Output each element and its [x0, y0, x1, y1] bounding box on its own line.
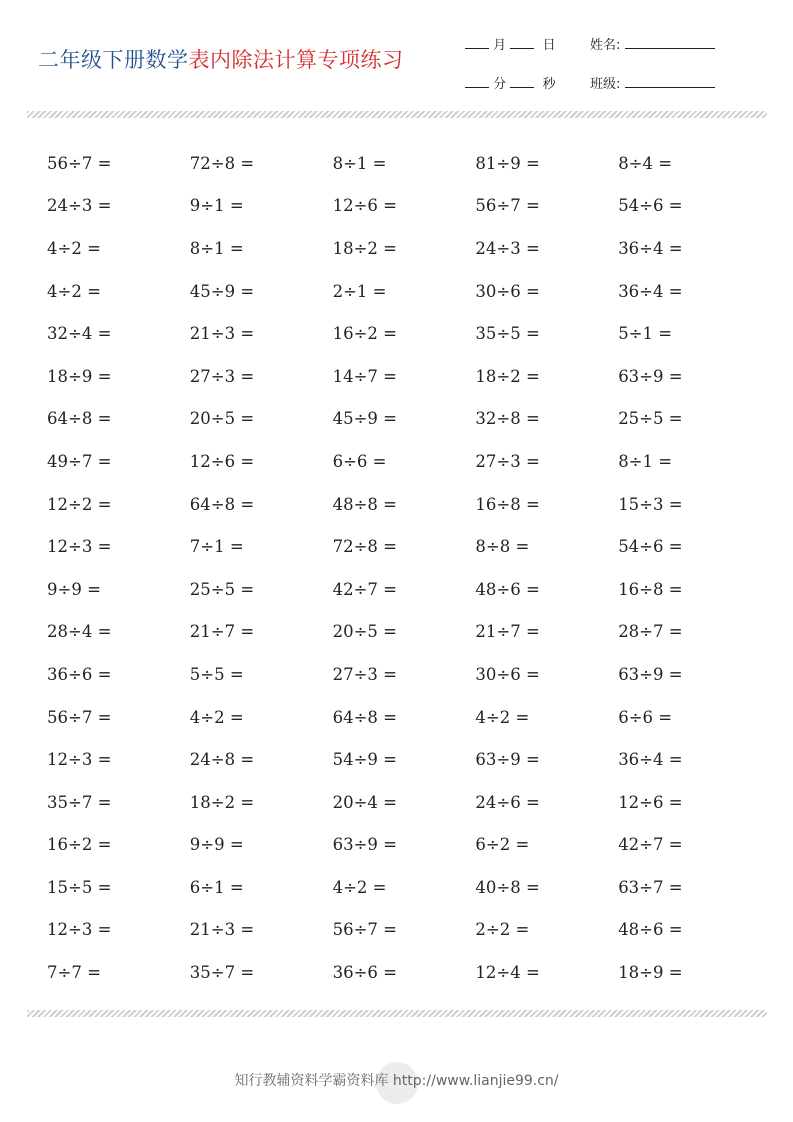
division-problem: 7÷1 = [189, 537, 244, 557]
division-problem: 36÷6 = [47, 664, 112, 684]
division-problem: 20÷5 = [189, 409, 255, 429]
division-problem: 12÷3 = [47, 750, 112, 770]
division-problem: 6÷1 = [189, 877, 244, 897]
footer-watermark: 知行教辅资料学霸资料库 http://www.lianjie99.cn/ [234, 1073, 559, 1089]
division-problem: 20÷4 = [332, 792, 397, 812]
division-problem: 12÷3 = [47, 920, 112, 940]
division-problem: 42÷7 = [332, 579, 397, 599]
month-label: 月 [493, 38, 507, 53]
division-problem: 28÷4 = [47, 622, 112, 642]
division-problem: 18÷2 = [475, 366, 540, 386]
division-problem: 5÷5 = [189, 664, 244, 684]
division-problem: 32÷4 = [47, 324, 112, 344]
division-problem: 16÷8 = [475, 494, 540, 514]
division-problem: 21÷3 = [189, 920, 255, 940]
minute-label: 分 [493, 77, 507, 92]
division-problem: 12÷2 = [47, 494, 112, 514]
division-problem: 24÷8 = [189, 750, 255, 770]
division-problem: 8÷1 = [332, 153, 387, 173]
division-problem: 8÷8 = [475, 537, 530, 557]
division-problem: 56÷7 = [47, 707, 112, 727]
second-blank[interactable] [510, 77, 534, 88]
division-problem: 12÷6 = [189, 451, 255, 471]
division-problem: 36÷4 = [618, 238, 683, 258]
division-problem: 42÷7 = [618, 835, 683, 855]
division-problem: 21÷7 = [189, 622, 255, 642]
division-problem: 56÷7 = [475, 196, 540, 216]
division-problem: 24÷3 = [475, 238, 540, 258]
division-problem: 24÷3 = [47, 196, 112, 216]
division-problem: 72÷8 = [332, 537, 397, 557]
time-fields [465, 73, 556, 92]
division-problem: 36÷6 = [332, 963, 397, 983]
minute-blank[interactable] [465, 77, 489, 88]
division-problem: 18÷2 = [332, 238, 397, 258]
division-problem: 9÷9 = [47, 579, 101, 599]
division-problem: 48÷8 = [332, 494, 397, 514]
division-problem: 20÷5 = [332, 622, 397, 642]
division-problem: 48÷6 = [618, 920, 683, 940]
division-problem: 40÷8 = [475, 877, 540, 897]
day-blank[interactable] [510, 38, 534, 49]
division-problem: 35÷7 = [47, 792, 112, 812]
division-problem: 54÷6 = [618, 196, 683, 216]
division-problem: 45÷9 = [332, 409, 397, 429]
division-problem: 27÷3 = [332, 664, 397, 684]
division-problem: 15÷5 = [47, 877, 112, 897]
division-problem: 54÷9 = [332, 750, 397, 770]
class-blank[interactable] [625, 77, 715, 88]
worksheet-title [38, 44, 404, 74]
division-problem: 64÷8 = [332, 707, 397, 727]
division-problem: 8÷1 = [189, 238, 244, 258]
name-blank[interactable] [625, 38, 715, 49]
division-problem: 63÷7 = [618, 877, 683, 897]
division-problem: 63÷9 = [618, 366, 683, 386]
division-problem: 27÷3 = [475, 451, 540, 471]
division-problem: 32÷8 = [475, 409, 540, 429]
division-problem: 2÷1 = [332, 281, 387, 301]
problem-grid [47, 142, 762, 994]
division-problem: 15÷3 = [618, 494, 683, 514]
division-problem: 36÷4 = [618, 750, 683, 770]
second-label: 秒 [542, 77, 556, 92]
division-problem: 16÷2 = [332, 324, 397, 344]
division-problem: 6÷2 = [475, 835, 530, 855]
division-problem: 28÷7 = [618, 622, 683, 642]
top-divider [27, 111, 767, 118]
division-problem: 9÷9 = [189, 835, 244, 855]
division-problem: 4÷2 = [47, 281, 101, 301]
division-problem: 16÷8 = [618, 579, 683, 599]
division-problem: 63÷9 = [332, 835, 397, 855]
division-problem: 6÷6 = [332, 451, 387, 471]
division-problem: 12÷4 = [475, 963, 540, 983]
class-field [590, 73, 715, 92]
division-problem: 12÷6 = [618, 792, 683, 812]
division-problem: 25÷5 = [618, 409, 683, 429]
division-problem: 35÷7 = [189, 963, 255, 983]
division-problem: 8÷1 = [618, 451, 673, 471]
division-problem: 54÷6 = [618, 537, 683, 557]
division-problem: 30÷6 = [475, 281, 540, 301]
division-problem: 81÷9 = [475, 153, 540, 173]
division-problem: 24÷6 = [475, 792, 540, 812]
division-problem: 49÷7 = [47, 451, 112, 471]
division-problem: 18÷9 = [47, 366, 112, 386]
division-problem: 48÷6 = [475, 579, 540, 599]
division-problem: 6÷6 = [618, 707, 673, 727]
division-problem: 4÷2 = [189, 707, 244, 727]
division-problem: 21÷7 = [475, 622, 540, 642]
class-label: 班级: [590, 77, 621, 92]
division-problem: 25÷5 = [189, 579, 255, 599]
day-label: 日 [542, 38, 556, 53]
division-problem: 4÷2 = [475, 707, 530, 727]
division-problem: 12÷6 = [332, 196, 397, 216]
division-problem: 2÷2 = [475, 920, 530, 940]
division-problem: 72÷8 = [189, 153, 255, 173]
division-problem: 56÷7 = [332, 920, 397, 940]
division-problem: 45÷9 = [189, 281, 255, 301]
name-label: 姓名: [590, 38, 621, 53]
division-problem: 36÷4 = [618, 281, 683, 301]
division-problem: 7÷7 = [47, 963, 101, 983]
division-problem: 9÷1 = [189, 196, 244, 216]
division-problem: 35÷5 = [475, 324, 540, 344]
division-problem: 18÷9 = [618, 963, 683, 983]
division-problem: 18÷2 = [189, 792, 255, 812]
division-problem: 14÷7 = [332, 366, 397, 386]
division-problem: 4÷2 = [332, 877, 387, 897]
division-problem: 64÷8 = [189, 494, 255, 514]
bottom-divider [27, 1010, 767, 1017]
division-problem: 56÷7 = [47, 153, 112, 173]
division-problem: 4÷2 = [47, 238, 101, 258]
division-problem: 63÷9 = [618, 664, 683, 684]
division-problem: 27÷3 = [189, 366, 255, 386]
division-problem: 30÷6 = [475, 664, 540, 684]
division-problem: 63÷9 = [475, 750, 540, 770]
title-topic-part: 表内除法计算专项练习 [188, 48, 404, 72]
division-problem: 16÷2 = [47, 835, 112, 855]
title-grade-part: 二年级下册数学 [38, 48, 189, 72]
name-field [590, 34, 715, 53]
division-problem: 8÷4 = [618, 153, 673, 173]
division-problem: 64÷8 = [47, 409, 112, 429]
month-blank[interactable] [465, 38, 489, 49]
division-problem: 12÷3 = [47, 537, 112, 557]
division-problem: 21÷3 = [189, 324, 255, 344]
date-fields [465, 34, 556, 53]
division-problem: 5÷1 = [618, 324, 673, 344]
